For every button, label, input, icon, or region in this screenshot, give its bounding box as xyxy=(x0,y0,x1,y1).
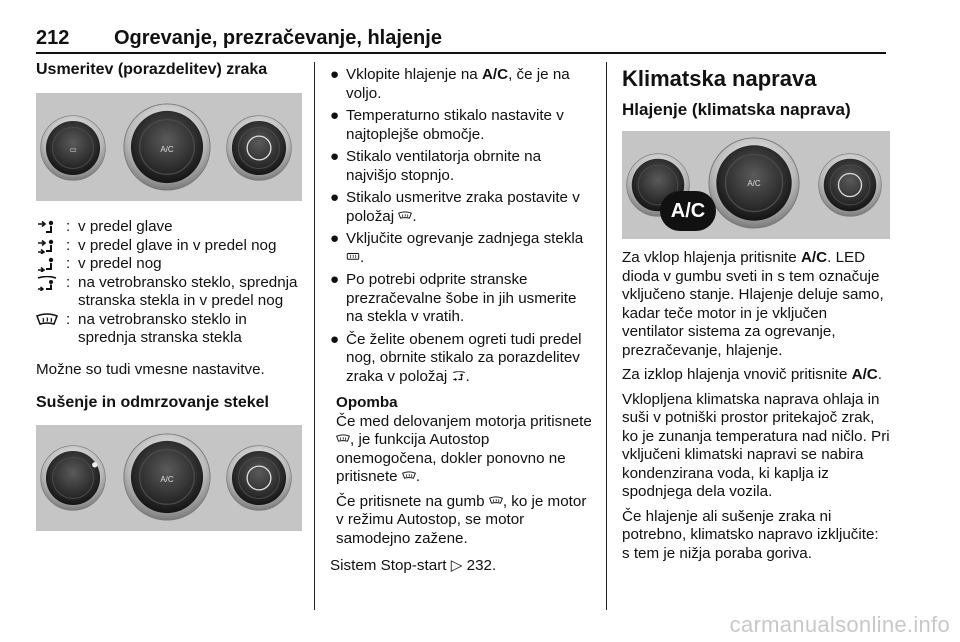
windscreen-defrost-icon xyxy=(36,313,58,328)
knob-ac-label: A/C xyxy=(747,179,761,188)
column-1 xyxy=(36,60,302,531)
column-divider-left xyxy=(314,62,315,610)
windscreen-defrost-icon xyxy=(402,470,416,482)
fan-knob-ac xyxy=(708,137,800,229)
paragraph-ac-off: Za izklop hlajenja vnovič pritisnite A/C. xyxy=(622,366,882,383)
svg-text:▭: ▭ xyxy=(69,144,77,154)
page-title: Ogrevanje, prezračevanje, hlajenje xyxy=(114,27,442,49)
list-item: : v predel nog xyxy=(36,255,302,274)
note-title: Opomba xyxy=(336,394,398,411)
windscreen-defrost-icon xyxy=(336,433,350,445)
climate-panel-image-2 xyxy=(36,425,302,531)
heading-air-distribution: Usmeritev (porazdelitev) zraka xyxy=(36,61,268,78)
stop-start-reference: Sistem Stop-start ▷ 232. xyxy=(330,557,497,574)
paragraph-ac-function: Vklopljena klimatska naprava ohlaja in suši v potniški prostor pritekajoč zrak, ko je zunanja temperatura nad ničlo. Pri vključeni klimatski napravi se nabira kondenzirana voda, ki kaplja iz spodnjega dela vozila. xyxy=(622,390,890,500)
list-item: : v predel glave in v predel nog xyxy=(36,237,302,256)
climate-panel-image-3 xyxy=(622,131,890,239)
fan-knob-ac xyxy=(123,433,211,521)
page-number: 212 xyxy=(36,27,70,49)
section-heading: Klimatska naprava xyxy=(622,66,817,91)
list-item: ● Vklopite hlajenje na A/C, če je na voljo. xyxy=(330,66,570,102)
airflow-windscreen-feet-icon xyxy=(452,370,466,382)
subsection-heading: Hlajenje (klimatska naprava) xyxy=(622,100,851,119)
air-distribution-knob xyxy=(818,153,882,217)
climate-panel-image-1 xyxy=(36,93,302,201)
list-item: ● Vključite ogrevanje zadnjega stekla . xyxy=(330,230,584,266)
list-item: ● Temperaturno stikalo nastavite v najtoplejše območje. xyxy=(330,107,564,143)
page-reference-arrow-icon: ▷ xyxy=(450,557,463,574)
list-item: ● Stikalo ventilatorja obrnite na najvišjo stopnjo. xyxy=(330,148,542,184)
watermark: carmanualsonline.info xyxy=(729,612,950,637)
column-2 xyxy=(330,60,592,576)
column-divider-right xyxy=(606,62,607,610)
heading-defrost: Sušenje in odmrzovanje stekel xyxy=(36,394,269,411)
temperature-knob xyxy=(40,115,106,181)
note-paragraph-1: Če med delovanjem motorja pritisnete , je funkcija Autostop onemogočena, dokler ponovno ne pritisnete . xyxy=(336,412,592,485)
list-item: : na vetrobransko steklo in sprednja stranska stekla xyxy=(36,311,302,348)
defrost-steps-list xyxy=(330,66,592,386)
air-distribution-knob xyxy=(226,115,292,181)
airflow-head-feet-icon xyxy=(36,239,58,254)
list-item: ● Stikalo usmeritve zraka postavite v položaj . xyxy=(330,189,580,225)
windscreen-defrost-icon xyxy=(489,495,503,507)
rear-window-heating-icon xyxy=(346,251,360,263)
airflow-head-icon xyxy=(36,220,58,235)
paragraph-fuel-saving: Če hlajenje ali sušenje zraka ni potrebno, klimatsko napravo izključite: s tem je nižja poraba goriva. xyxy=(622,507,879,562)
intermediate-settings-note: Možne so tudi vmesne nastavitve. xyxy=(36,360,265,378)
knob-ac-label: A/C xyxy=(160,475,174,484)
paragraph-ac-on: Za vklop hlajenja pritisnite A/C. LED dioda v gumbu sveti in s tem označuje vključeno stanje. Hlajenje deluje samo, kadar teče motor in je vključen ventilator sistema za ogrevanje, prezračevanje, hlajenje. xyxy=(622,249,884,359)
knob-ac-label: A/C xyxy=(160,145,174,154)
ac-callout-badge: A/C xyxy=(660,191,716,231)
page-header xyxy=(36,26,886,54)
air-distribution-knob xyxy=(226,445,292,511)
airflow-feet-icon xyxy=(36,257,58,272)
list-item: ● Po potrebi odprite stranske prezračevalne šobe in jih usmerite na stekla v vratih. xyxy=(330,271,577,325)
fan-knob-ac xyxy=(123,103,211,191)
page-reference-link[interactable]: 232. xyxy=(466,557,497,574)
note-block xyxy=(330,394,592,548)
list-item: : v predel glave xyxy=(36,218,302,237)
airflow-windscreen-feet-icon xyxy=(36,276,58,291)
list-item: ● Če želite obenem ogreti tudi predel nog, obrnite stikalo za porazdelitev zraka v položaj . xyxy=(330,330,582,385)
temperature-knob xyxy=(40,445,106,511)
air-distribution-list xyxy=(36,218,302,348)
column-3 xyxy=(622,60,890,563)
list-item: : na vetrobransko steklo, sprednja stranska stekla in v predel nog xyxy=(36,274,302,311)
windscreen-defrost-icon xyxy=(398,210,412,222)
note-paragraph-2: Če pritisnete na gumb , ko je motor v režimu Autostop, se motor samodejno zažene. xyxy=(336,492,587,547)
